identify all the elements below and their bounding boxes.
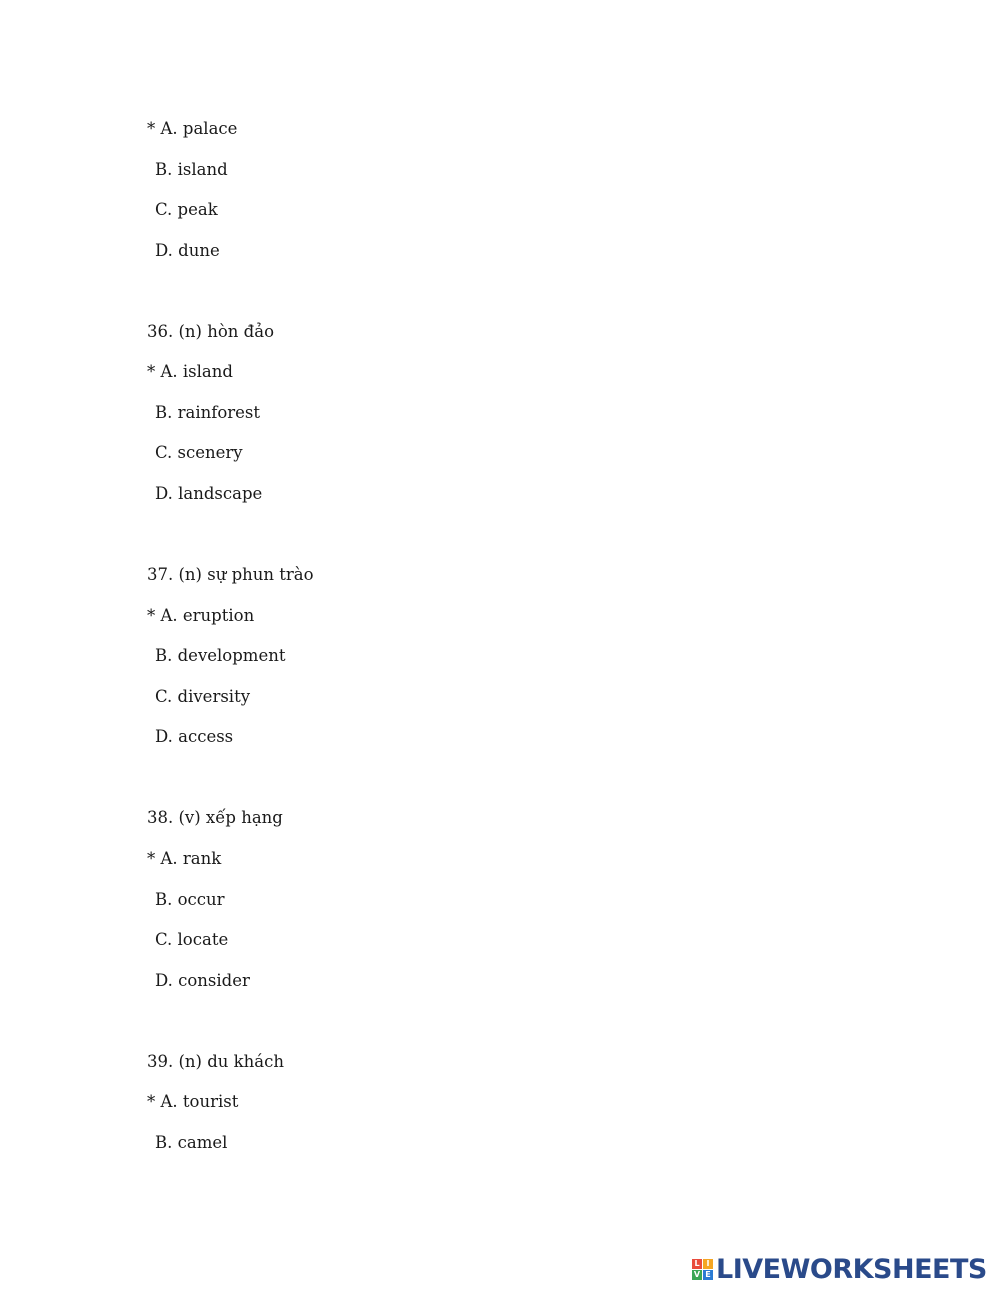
option-c[interactable]: C. scenery	[155, 443, 243, 462]
liveworksheets-logo	[692, 1254, 987, 1284]
option-d[interactable]: D. consider	[155, 971, 250, 990]
option-b[interactable]: B. island	[155, 160, 228, 179]
option-d[interactable]: D. dune	[155, 241, 220, 260]
option-b[interactable]: B. occur	[155, 890, 225, 909]
logo-mark-letter: L	[692, 1259, 702, 1269]
logo-mark-letter: I	[703, 1259, 713, 1269]
option-a-correct[interactable]: * A. palace	[147, 119, 238, 138]
logo-text: LIVEWORKSHEETS	[716, 1253, 987, 1285]
question-37: 37. (n) sự phun trào	[147, 565, 314, 584]
option-c[interactable]: C. locate	[155, 930, 229, 949]
option-c[interactable]: C. peak	[155, 200, 218, 219]
logo-mark-letter: E	[703, 1270, 713, 1280]
question-36: 36. (n) hòn đảo	[147, 322, 274, 341]
option-b[interactable]: B. camel	[155, 1133, 228, 1152]
option-c[interactable]: C. diversity	[155, 687, 251, 706]
logo-mark-letter: V	[693, 1269, 701, 1279]
option-d[interactable]: D. landscape	[155, 484, 263, 503]
logo-mark-icon	[692, 1259, 713, 1280]
option-b[interactable]: B. development	[155, 646, 286, 665]
option-a-correct[interactable]: * A. tourist	[147, 1092, 239, 1111]
question-38: 38. (v) xếp hạng	[147, 808, 283, 827]
option-a-correct[interactable]: * A. rank	[147, 849, 222, 868]
question-39: 39. (n) du khách	[147, 1052, 284, 1071]
option-d[interactable]: D. access	[155, 727, 234, 746]
option-a-correct[interactable]: * A. island	[147, 362, 233, 381]
option-a-correct[interactable]: * A. eruption	[147, 606, 255, 625]
option-b[interactable]: B. rainforest	[155, 403, 261, 422]
